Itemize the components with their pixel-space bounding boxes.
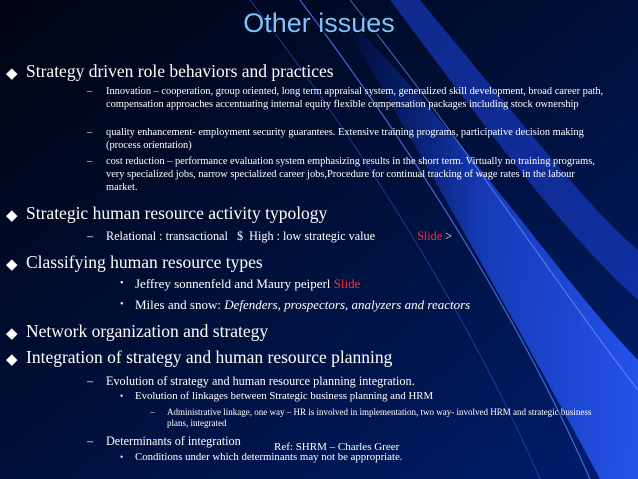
sub-bullet-relational-line [106,229,452,243]
sub-bullet-sonnenfeld-line [135,276,360,292]
dash-bullet-icon: – [87,156,93,167]
dash-bullet-icon: – [87,86,93,97]
dash-bullet-icon: – [87,374,94,388]
diamond-bullet-icon: ◆ [6,208,18,224]
bullet-typology-label: Strategic human resource activity typology [26,203,328,223]
bullet-strategy-label: Strategy driven role behaviors and practices [26,61,334,81]
diamond-bullet-icon: ◆ [6,326,18,342]
sub-bullet-determinants-text: Determinants of integration [106,434,241,448]
dash-bullet-icon: – [150,407,155,417]
miles-snow-types: Defenders, prospectors, analyzers and reactors [224,297,471,312]
dash-bullet-icon: – [87,229,94,243]
sub-bullet-evolution-text: Evolution of strategy and human resource planning integration. [106,374,415,388]
bullet-network-label: Network organization and strategy [26,321,269,341]
dash-bullet-icon: – [87,127,93,138]
dash-bullet-icon: – [87,434,94,448]
bullet-classifying-label: Classifying human resource types [26,252,263,272]
dot-bullet-icon: • [120,391,124,401]
sub-bullet-miles-snow-line [135,297,470,313]
relational-suffix: > [442,229,453,243]
diamond-bullet-icon: ◆ [6,66,18,82]
relational-text: Relational : transactional $ High : low strategic value [106,229,376,243]
sonnenfeld-text: Jeffrey sonnenfeld and Maury peiperl [135,276,334,291]
dot-bullet-icon: • [120,299,124,310]
diamond-bullet-icon: ◆ [6,352,18,368]
sub-bullet-linkages-text: Evolution of linkages between Strategic business planning and HRM [135,390,434,402]
sub-bullet-innovation-text: Innovation – cooperation, group oriented, long term appraisal system, generalized skill development, broad career path, compensation approaches accentuating internal equity flexible compensation packages including stock ownership [106,86,604,111]
dot-bullet-icon: • [120,278,124,289]
bullet-integration-label: Integration of strategy and human resource planning [26,347,393,367]
sub-bullet-quality-text: quality enhancement- employment security guarantees. Extensive training programs, participative decision making (process orientation) [106,127,584,152]
sonnenfeld-slide-link[interactable]: Slide [333,276,361,291]
dot-bullet-icon: • [120,452,124,462]
miles-snow-prefix: Miles and snow: [135,297,225,312]
diamond-bullet-icon: ◆ [6,257,18,273]
slide-title: Other issues [243,8,395,38]
sub-bullet-conditions-text: Conditions under which determinants may not be appropriate. [135,451,403,463]
sub-bullet-administrative-text: Administrative linkage, one way – HR is involved in implementation, two way- involved HRM and strategic business plans, integrated [167,407,592,428]
reference-footer: Ref: SHRM – Charles Greer [274,441,400,453]
sub-bullet-cost-text: cost reduction – performance evaluation system emphasizing results in the short term. Virtually no training programs, very specialized jobs, narrow specialized career jobs,Procedure for continual tracking of wage rates in the labour market. [106,156,595,194]
typology-slide-link[interactable]: Slide [417,229,443,243]
